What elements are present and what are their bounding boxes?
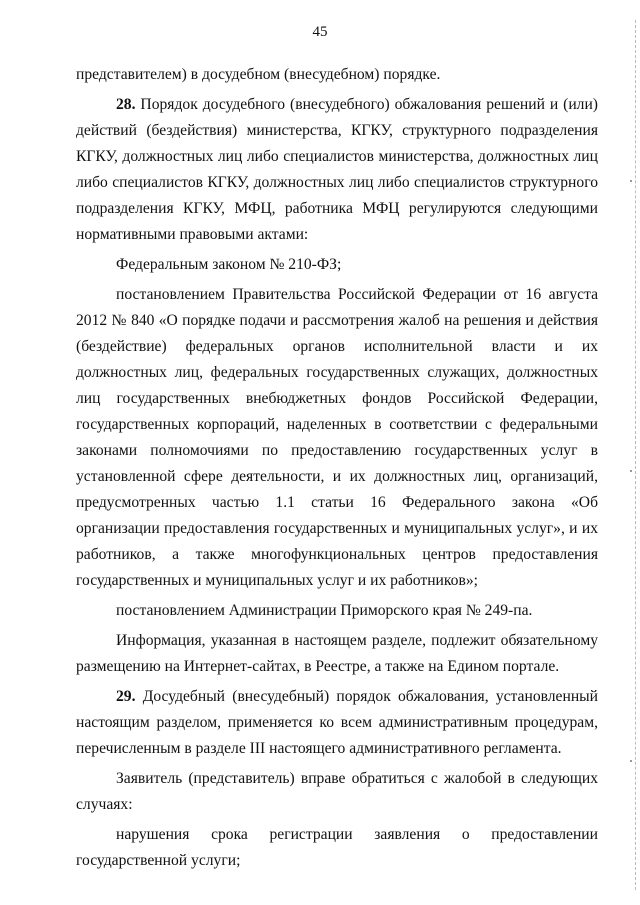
paragraph-continuation [76,62,598,88]
paragraph-text: Досудебный (внесудебный) порядок обжалования, установленный настоящим разделом, применяется ко всем административным процедурам, перечисленным в разделе III настоящего административного регламента. [76,688,598,757]
paragraph-text: Федеральным законом № 210-ФЗ; [116,256,342,273]
paragraph-text: Информация, указанная в настоящем разделе, подлежит обязательному размещению на Интернет-сайтах, в Реестре, а также на Едином портале. [76,632,598,675]
page-number: 45 [312,24,328,40]
scan-artifact [630,180,632,182]
scan-edge-line [635,20,636,890]
paragraph-29 [76,684,598,762]
paragraph-number: 29. [116,688,136,705]
scan-artifact [630,760,632,762]
paragraph-text: Заявитель (представитель) вправе обратиться с жалобой в следующих случаях: [76,770,598,813]
scan-artifact [630,470,632,472]
paragraph-number: 28. [116,96,136,113]
paragraph-text: представителем) в досудебном (внесудебном) порядке. [76,66,441,83]
paragraph-federal-law [76,252,598,278]
document-body [76,62,598,874]
paragraph-text: Порядок досудебного (внесудебного) обжалования решений и (или) действий (бездействия) министерства, КГКУ, структурного подразделения КГКУ, должностных лиц либо специалистов министерства, должностных лиц либо специалистов КГКУ, должностных лиц либо специалистов структурного подразделения КГКУ, МФЦ, работника МФЦ регулируются следующими нормативными правовыми актами: [76,96,598,243]
paragraph-28 [76,92,598,248]
paragraph-text: постановлением Администрации Приморского края № 249-па. [116,602,533,619]
paragraph-violation [76,822,598,874]
paragraph-information [76,628,598,680]
paragraph-text: нарушения срока регистрации заявления о предоставлении государственной услуги; [76,826,598,869]
paragraph-primorsky-resolution [76,598,598,624]
paragraph-applicant [76,766,598,818]
paragraph-text: постановлением Правительства Российской Федерации от 16 августа 2012 № 840 «О порядке подачи и рассмотрения жалоб на решения и действия (бездействие) федеральных органов исполнительной власти и их должностных лиц, федеральных государственных служащих, должностных лиц государственных внебюджетных фондов Российской Федерации, государственных корпораций, наделенных в соответствии с федеральными законами полномочиями по предоставлению государственных услуг в установленной сфере деятельности, и их должностных лиц, организаций, предусмотренных частью 1.1 статьи 16 Федерального закона «Об организации предоставления государственных и муниципальных услуг», и их работников, а также многофункциональных центров предоставления государственных и муниципальных услуг и их работников»; [76,286,598,589]
paragraph-government-resolution [76,282,598,594]
